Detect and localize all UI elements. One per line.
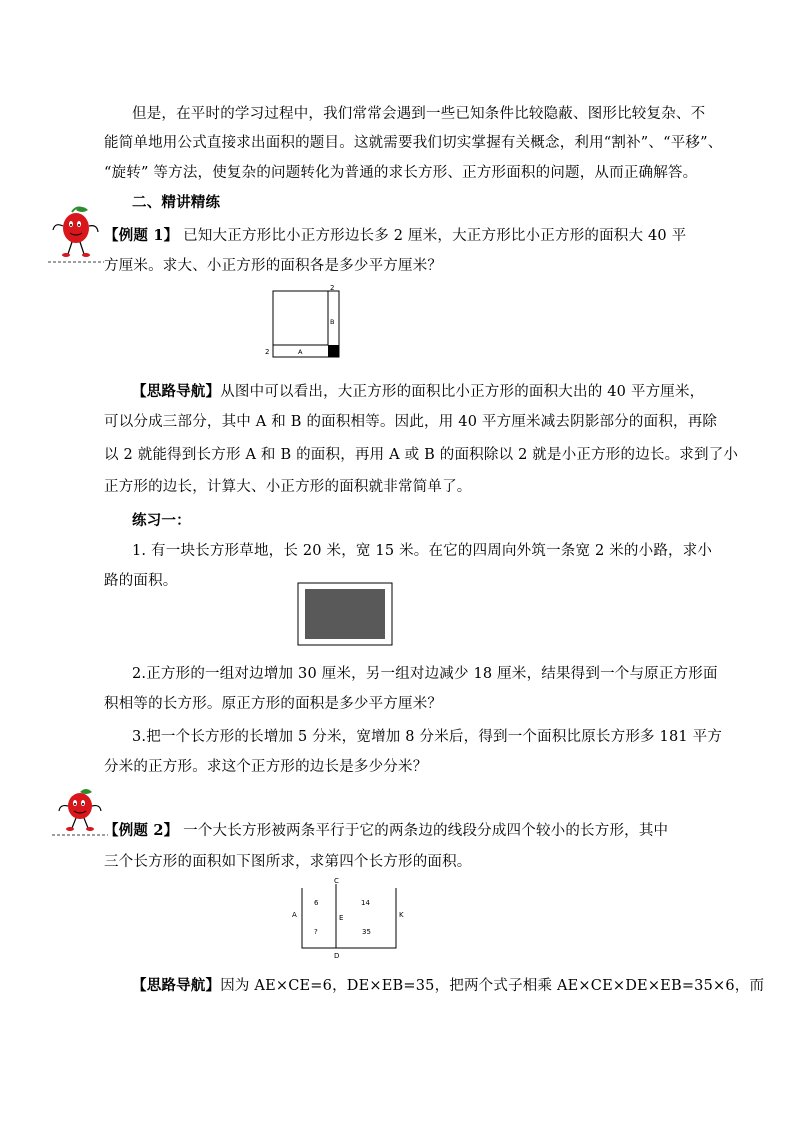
- example2-line-2: 三个长方形的面积如下图所求，求第四个长方形的面积。: [104, 854, 472, 870]
- example1-label: 【例题 1】: [104, 227, 179, 244]
- example1-line-1: [104, 221, 724, 251]
- fig2-label-c: C: [334, 877, 339, 885]
- hint2-text: 因为 AE×CE=6，DE×EB=35，把两个式子相乘 AE×CE×DE×EB=35×6，而: [220, 978, 765, 994]
- fig1-top-label: 2: [330, 284, 335, 292]
- practice-q3-line-2: 分米的正方形。求这个正方形的边长是多少分米？: [104, 759, 428, 775]
- fig2-value-35: 35: [362, 928, 371, 936]
- fig1-label-a: A: [298, 348, 303, 356]
- section-heading: 二、精讲精练: [132, 194, 221, 211]
- practice-q2-line-2: 积相等的长方形。原正方形的面积是多少平方厘米？: [104, 696, 443, 712]
- practice-q1-line-1: 1. 有一块长方形草地，长 20 米，宽 15 米。在它的四周向外筑一条宽 2 米的小路，求小: [132, 543, 713, 559]
- example1-text: 已知大正方形比小正方形边长多 2 厘米，大正方形比小正方形的面积大 40 平: [178, 228, 687, 244]
- figure-squares: [262, 283, 346, 361]
- practice-q3-line-1: 3.把一个长方形的长增加 5 分米，宽增加 8 分米后，得到一个面积比原长方形多 181 平方: [132, 729, 723, 745]
- figure-rectangles: [286, 874, 410, 960]
- apple-mascot-icon: [46, 204, 106, 266]
- example1-line-2: 方厘米。求大、小正方形的面积各是多少平方厘米？: [104, 258, 443, 274]
- hint1-text: 从图中可以看出，大正方形的面积比小正方形的面积大出的 40 平方厘米，: [220, 384, 705, 400]
- hint1-line-3: 以 2 就能得到长方形 A 和 B 的面积，再用 A 或 B 的面积除以 2 就是小正方形的边长。求到了小: [104, 447, 739, 463]
- fig2-value-unknown: ?: [314, 928, 318, 936]
- hint1-line-4: 正方形的边长，计算大、小正方形的面积就非常简单了。: [104, 479, 472, 495]
- fig1-left-label: 2: [265, 348, 270, 356]
- example2-label: 【例题 2】: [104, 822, 179, 839]
- fig2-label-a: A: [292, 911, 297, 919]
- hint2-line-1: [104, 971, 765, 1001]
- hint1-label: 【思路导航】: [132, 383, 221, 400]
- fig2-label-k: K: [399, 911, 404, 919]
- fig2-label-d: D: [334, 952, 340, 960]
- intro-line-2: 能简单地用公式直接求出面积的题目。这就需要我们切实掌握有关概念，利用“割补”、“平移”、: [104, 135, 723, 151]
- practice-heading: 练习一：: [132, 512, 191, 529]
- apple-mascot-icon: [50, 786, 110, 838]
- example2-line-1: [104, 816, 724, 846]
- fig1-label-b: B: [330, 318, 335, 326]
- example2-text: 一个大长方形被两条平行于它的两条边的线段分成四个较小的长方形，其中: [178, 823, 669, 839]
- hint1-line-2: 可以分成三部分，其中 A 和 B 的面积相等。因此，用 40 平方厘米减去阴影部分的面积，再除: [104, 414, 718, 430]
- hint1-line-1: [104, 377, 752, 407]
- fig2-value-14: 14: [361, 899, 370, 907]
- practice-q1-line-2: 路的面积。: [104, 573, 178, 589]
- intro-line-1: 但是，在平时的学习过程中，我们常常会遇到一些已知条件比较隐蔽、图形比较复杂、不: [132, 106, 706, 122]
- fig2-label-e: E: [339, 914, 344, 922]
- practice-q2-line-1: 2.正方形的一组对边增加 30 厘米，另一组对边减少 18 厘米，结果得到一个与原正方形面: [132, 666, 718, 682]
- intro-line-3: “旋转” 等方法，使复杂的问题转化为普通的求长方形、正方形面积的问题，从而正确解答。: [104, 165, 698, 181]
- fig2-value-6: 6: [314, 899, 319, 907]
- figure-lawn: [297, 582, 393, 646]
- lawn-rect: [305, 589, 385, 639]
- hint2-label: 【思路导航】: [132, 977, 221, 994]
